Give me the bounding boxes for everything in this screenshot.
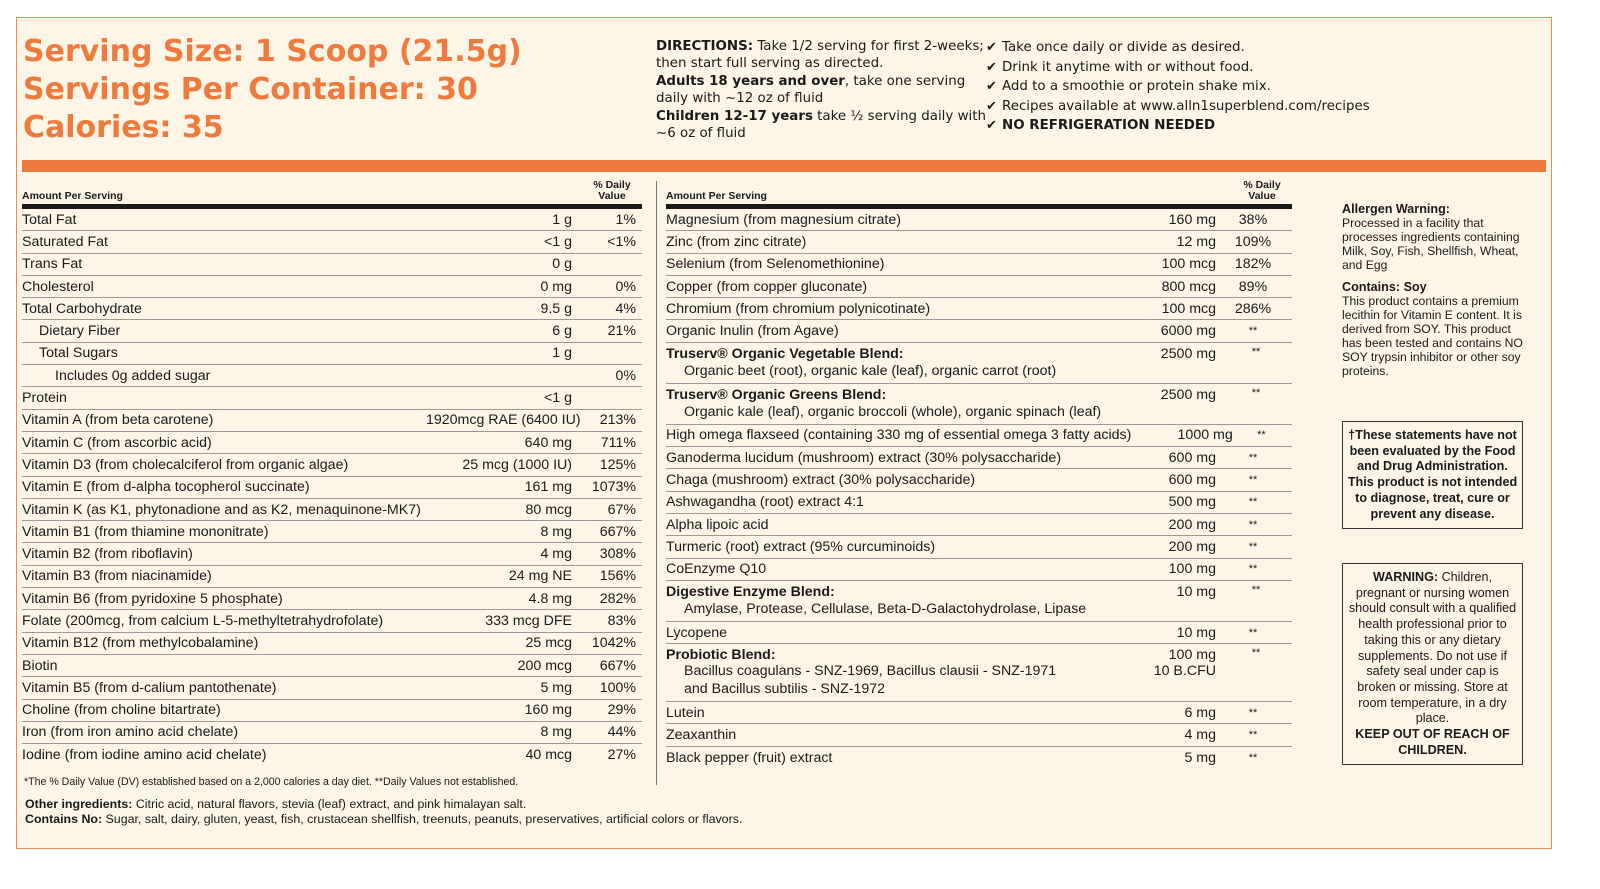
nutrient-name: Vitamin A (from beta carotene)	[22, 412, 214, 429]
table-row	[22, 633, 642, 655]
table-row	[666, 702, 1292, 724]
nutrient-dv: 667%	[599, 523, 636, 540]
table-row	[666, 298, 1292, 320]
checkmark-icon: ✔	[986, 79, 997, 95]
nutrient-name: Biotin	[22, 657, 58, 674]
nutrient-dv: 38%	[1238, 211, 1268, 228]
checklist-item: ✔ Drink it anytime with or without food.	[986, 58, 1406, 78]
divider-bar	[22, 160, 1546, 172]
nutrient-dv: 83%	[607, 612, 636, 629]
checklist-item: ✔ Recipes available at www.alln1superblend.com/recipes	[986, 97, 1406, 117]
checklist-item: ✔ NO REFRIGERATION NEEDED	[986, 116, 1406, 136]
nutrient-name: Ganoderma lucidum (mushroom) extract (30% polysaccharide)	[666, 449, 1062, 466]
nutrient-name: Total Fat	[22, 211, 77, 228]
nutrient-name: Folate (200mcg, from calcium L-5-methyltetrahydrofolate)	[22, 612, 384, 629]
nutrient-amount: 6 mg	[1184, 704, 1216, 721]
nutrient-name: Copper (from copper gluconate)	[666, 278, 868, 295]
nutrient-name: CoEnzyme Q10	[666, 561, 767, 578]
nutrient-dv: 44%	[607, 724, 636, 741]
blend-dv: **	[1251, 647, 1261, 660]
blend-ingredients: Organic kale (leaf), organic broccoli (whole), organic spinach (leaf)	[684, 403, 1102, 420]
nutrient-amount: 1920mcg RAE (6400 IU)	[426, 412, 581, 429]
nutrient-name: Selenium (from Selenomethionine)	[666, 256, 885, 273]
nutrient-amount: 161 mg	[524, 479, 572, 496]
nutrient-dv: **	[1248, 451, 1258, 464]
blend-ingredients: Organic beet (root), organic kale (leaf), organic carrot (root)	[684, 362, 1057, 379]
nutrient-amount: 9.5 g	[540, 300, 572, 317]
nutrient-amount: 5 mg	[1184, 749, 1216, 766]
table-row	[22, 231, 642, 253]
serving-size: Serving Size: 1 Scoop (21.5g)	[23, 34, 522, 69]
nutrient-name: Zeaxanthin	[666, 727, 737, 744]
amount-header: Amount Per Serving	[666, 190, 767, 202]
nutrient-dv: 156%	[599, 568, 636, 585]
nutrient-name: Choline (from choline bitartrate)	[22, 702, 221, 719]
nutrient-amount: 100 mg	[1168, 561, 1216, 578]
blend-amount-cfu: 10 B.CFU	[1153, 663, 1216, 680]
table-row	[22, 477, 642, 499]
blend-name: Probiotic Blend:	[666, 647, 776, 664]
table-row	[666, 622, 1292, 644]
table-row	[22, 521, 642, 543]
warning-label: WARNING:	[1373, 570, 1439, 584]
nutrient-amount: 10 mg	[1176, 624, 1216, 641]
probiotic-blend	[666, 644, 1292, 702]
children-text: take ½ serving daily with ~6 oz of fluid	[656, 108, 986, 142]
nutrient-amount: 333 mcg DFE	[485, 612, 572, 629]
dv-footnote: *The % Daily Value (DV) established based on a 2,000 calories a day diet. **Daily Values not established.	[24, 776, 519, 788]
nutrient-name: Vitamin B3 (from niacinamide)	[22, 568, 212, 585]
table-row	[22, 655, 642, 677]
blend-name: Truserv® Organic Greens Blend:	[666, 386, 887, 403]
nutrient-name: Iron (from iron amino acid chelate)	[22, 724, 239, 741]
nutrient-dv: **	[1248, 729, 1258, 742]
nutrient-dv: 0%	[615, 278, 636, 295]
table-header	[22, 181, 642, 209]
allergen-sidebar	[1342, 202, 1524, 386]
nutrient-dv: <1%	[607, 233, 636, 250]
directions-text: Take 1/2 serving for first 2-weeks; then start full serving as directed.	[656, 39, 984, 72]
table-row	[666, 320, 1292, 342]
nutrient-amount: 1 g	[552, 211, 572, 228]
nutrient-dv: **	[1248, 626, 1258, 639]
table-row	[666, 559, 1292, 581]
table-row	[666, 747, 1292, 769]
nutrient-name: Total Sugars	[39, 345, 118, 362]
table-row	[22, 700, 642, 722]
table-row	[22, 543, 642, 565]
nutrient-name: Protein	[22, 390, 67, 407]
warning-text: Children, pregnant or nursing women should consult with a qualified health professional prior to taking this or any dietary supplements. Do not use if safety seal under cap is broken or missing. Store at room temperature, in a dry place.	[1348, 570, 1517, 726]
nutrient-name: Black pepper (fruit) extract	[666, 749, 833, 766]
blend-dv: **	[1251, 345, 1261, 358]
amount-header: Amount Per Serving	[22, 190, 123, 202]
nutrient-amount: 800 mcg	[1161, 278, 1216, 295]
nutrient-amount: 100 mcg	[1161, 300, 1216, 317]
vegetable-blend	[666, 343, 1292, 384]
nutrient-amount: 24 mg NE	[508, 568, 572, 585]
calories: Calories: 35	[23, 110, 224, 145]
nutrient-name: Includes 0g added sugar	[55, 367, 211, 384]
table-row	[22, 499, 642, 521]
table-row	[22, 410, 642, 432]
enzyme-blend	[666, 581, 1292, 622]
nutrient-amount: 200 mg	[1168, 516, 1216, 533]
blend-name: Digestive Enzyme Blend:	[666, 583, 835, 600]
table-row	[666, 514, 1292, 536]
table-row	[22, 365, 642, 387]
nutrient-amount: <1 g	[543, 233, 572, 250]
table-row	[666, 425, 1292, 447]
nutrient-name: Chaga (mushroom) extract (30% polysaccharide)	[666, 472, 976, 489]
table-row	[666, 447, 1292, 469]
nutrient-amount: 160 mg	[1168, 211, 1216, 228]
table-row	[22, 276, 642, 298]
nutrient-name: Vitamin K (as K1, phytonadione and as K2, menaquinone-MK7)	[22, 501, 421, 518]
blend-amount: 2500 mg	[1160, 345, 1216, 362]
nutrient-amount: 1000 mg	[1177, 427, 1233, 444]
nutrient-dv: 711%	[600, 434, 636, 451]
table-row	[666, 469, 1292, 491]
adults-text: , take one serving daily with ~12 oz of fluid	[656, 73, 966, 107]
nutrient-dv: 667%	[599, 657, 636, 674]
blend-dv: **	[1251, 583, 1261, 596]
nutrient-amount: 600 mg	[1168, 449, 1216, 466]
servings-per-container: Servings Per Container: 30	[23, 72, 478, 107]
checkmark-icon: ✔	[986, 40, 997, 55]
nutrient-amount: 500 mg	[1168, 494, 1216, 511]
blend-amount	[1080, 647, 1220, 679]
nutrient-dv: 282%	[599, 590, 636, 607]
nutrient-dv: **	[1248, 474, 1258, 487]
nutrient-amount: <1 g	[543, 390, 572, 407]
nutrient-amount: 600 mg	[1168, 472, 1216, 489]
nutrient-dv: 27%	[607, 747, 636, 764]
contains-no-label: Contains No:	[25, 811, 103, 826]
other-ingredients-text: Citric acid, natural flavors, stevia (leaf) extract, and pink himalayan salt.	[132, 797, 527, 811]
nutrient-dv: 0%	[615, 367, 636, 384]
allergen-text: Processed in a facility that processes ingredients containing Milk, Soy, Fish, Shellfish, Wheat, and Egg	[1342, 216, 1520, 272]
nutrient-dv: **	[1248, 496, 1258, 509]
table-row	[22, 610, 642, 632]
nutrient-dv: **	[1248, 563, 1258, 576]
greens-blend	[666, 384, 1292, 425]
nutrient-amount: 8 mg	[540, 523, 572, 540]
nutrient-name: Vitamin B12 (from methylcobalamine)	[22, 635, 259, 652]
keep-out-text: KEEP OUT OF REACH OF CHILDREN.	[1355, 727, 1510, 757]
contains-no-text: Sugar, salt, dairy, gluten, yeast, fish, crustacean shellfish, treenuts, peanuts, preservatives, artificial colors or flavors.	[102, 811, 743, 826]
nutrient-dv: 286%	[1234, 300, 1272, 317]
nutrient-dv: 1073%	[591, 479, 636, 496]
nutrient-name: Ashwagandha (root) extract 4:1	[666, 494, 864, 511]
dv-header: % Daily Value	[1243, 179, 1281, 202]
nutrient-amount: 40 mcg	[525, 747, 572, 764]
soy-title: Contains: Soy	[1342, 280, 1427, 294]
nutrient-name: Lutein	[666, 704, 705, 721]
nutrient-name: Vitamin C (from ascorbic acid)	[22, 434, 212, 451]
nutrient-name: Dietary Fiber	[39, 323, 121, 340]
nutrient-amount: 80 mcg	[525, 501, 572, 518]
nutrient-name: Iodine (from iodine amino acid chelate)	[22, 747, 267, 764]
nutrient-amount: 25 mcg	[525, 635, 572, 652]
nutrient-name: Vitamin B6 (from pyridoxine 5 phosphate)	[22, 590, 283, 607]
table-row	[666, 536, 1292, 558]
nutrient-name: Chromium (from chromium polynicotinate)	[666, 300, 931, 317]
table-row	[666, 254, 1292, 276]
checkmark-icon: ✔	[986, 59, 997, 75]
nutrient-amount: 25 mcg (1000 IU)	[462, 456, 572, 473]
table-row	[666, 276, 1292, 298]
children-label: Children 12-17 years	[656, 108, 813, 124]
nutrient-dv: 21%	[607, 323, 636, 340]
nutrient-dv: 1%	[615, 211, 636, 228]
nutrient-amount: 4 mg	[1184, 727, 1216, 744]
table-row	[666, 209, 1292, 231]
nutrient-dv: 213%	[599, 412, 636, 429]
nutrient-name: Vitamin B2 (from riboflavin)	[22, 546, 193, 563]
table-row	[666, 492, 1292, 514]
table-row	[22, 387, 642, 409]
checklist-item: ✔ Take once daily or divide as desired.	[986, 38, 1406, 58]
blend-ingredients: Amylase, Protease, Cellulase, Beta-D-Galactohydrolase, Lipase	[684, 600, 1087, 617]
allergen-title: Allergen Warning:	[1342, 202, 1450, 216]
nutrient-dv: 29%	[607, 702, 636, 719]
table-row	[22, 298, 642, 320]
table-row	[666, 231, 1292, 253]
nutrient-amount: 6 g	[552, 323, 572, 340]
nutrient-name: Total Carbohydrate	[22, 300, 142, 317]
nutrient-name: High omega flaxseed (containing 330 mg of essential omega 3 fatty acids)	[666, 427, 1132, 444]
nutrient-name: Trans Fat	[22, 256, 83, 273]
nutrient-dv: 182%	[1234, 256, 1272, 273]
nutrient-dv: **	[1248, 518, 1258, 531]
checklist-item: ✔ Add to a smoothie or protein shake mix.	[986, 77, 1406, 97]
table-row	[22, 254, 642, 276]
table-row	[22, 566, 642, 588]
nutrient-amount: 200 mcg	[517, 657, 572, 674]
directions	[656, 38, 986, 142]
table-row	[22, 677, 642, 699]
blend-amount-mg: 100 mg	[1168, 647, 1216, 664]
headline	[23, 33, 522, 147]
nutrient-dv: **	[1248, 706, 1258, 719]
table-row	[666, 724, 1292, 746]
nutrient-amount: 8 mg	[540, 724, 572, 741]
nutrient-name: Cholesterol	[22, 278, 94, 295]
nutrient-amount: 640 mg	[524, 434, 572, 451]
table-row	[22, 343, 642, 365]
nutrition-table-left	[22, 181, 642, 766]
nutrient-name: Saturated Fat	[22, 233, 108, 250]
nutrient-amount: 4.8 mg	[528, 590, 572, 607]
blend-amount: 2500 mg	[1160, 386, 1216, 403]
nutrient-name: Vitamin B1 (from thiamine mononitrate)	[22, 523, 269, 540]
blend-dv: **	[1251, 386, 1261, 399]
nutrient-dv: **	[1248, 540, 1258, 553]
nutrient-name: Turmeric (root) extract (95% curcuminoids)	[666, 538, 936, 555]
table-row	[22, 722, 642, 744]
nutrition-table-right	[666, 181, 1292, 769]
fda-disclaimer-box: †These statements have not been evaluated by the Food and Drug Administration. This product is not intended to diagnose, treat, cure or prevent any disease.	[1342, 421, 1523, 529]
nutrient-amount: 1 g	[552, 345, 572, 362]
nutrient-dv: 67%	[607, 501, 636, 518]
nutrient-name: Vitamin B5 (from d-calium pantothenate)	[22, 679, 277, 696]
table-header	[666, 181, 1292, 209]
table-row	[22, 209, 642, 231]
table-row	[22, 454, 642, 476]
nutrient-amount: 0 mg	[540, 278, 572, 295]
table-row	[22, 588, 642, 610]
dv-header: % Daily Value	[593, 179, 631, 202]
nutrient-name: Zinc (from zinc citrate)	[666, 233, 807, 250]
table-row	[22, 432, 642, 454]
nutrient-dv: **	[1257, 429, 1266, 442]
nutrient-amount: 0 g	[552, 256, 572, 273]
nutrient-amount: 4 mg	[540, 546, 572, 563]
nutrient-amount: 160 mg	[524, 702, 572, 719]
nutrient-name: Organic Inulin (from Agave)	[666, 323, 839, 340]
blend-ingredients: and Bacillus subtilis - SNZ-1972	[684, 681, 886, 698]
table-row	[22, 320, 642, 342]
blend-ingredients: Bacillus coagulans - SNZ-1969, Bacillus clausii - SNZ-1971	[684, 663, 1057, 680]
blend-name: Truserv® Organic Vegetable Blend:	[666, 345, 904, 362]
nutrient-dv: 1042%	[591, 635, 636, 652]
nutrient-dv: 125%	[599, 456, 636, 473]
nutrient-amount: 6000 mg	[1160, 323, 1216, 340]
nutrient-dv: 109%	[1234, 233, 1272, 250]
nutrient-dv: **	[1248, 325, 1258, 338]
nutrient-amount: 5 mg	[540, 679, 572, 696]
nutrient-amount: 100 mcg	[1161, 256, 1216, 273]
nutrient-name: Vitamin D3 (from cholecalciferol from organic algae)	[22, 456, 349, 473]
nutrient-dv: **	[1248, 751, 1258, 764]
checkmark-icon: ✔	[986, 118, 997, 134]
table-row	[22, 744, 642, 766]
nutrient-name: Vitamin E (from d-alpha tocopherol succinate)	[22, 479, 310, 496]
directions-label: DIRECTIONS:	[656, 39, 754, 54]
blend-amount: 10 mg	[1176, 583, 1216, 600]
nutrient-dv: 100%	[599, 679, 636, 696]
adults-label: Adults 18 years and over	[656, 73, 845, 89]
nutrient-name: Magnesium (from magnesium citrate)	[666, 211, 901, 228]
feature-checklist	[986, 38, 1406, 136]
soy-text: This product contains a premium lecithin for Vitamin E content. It is derived from SOY. This product has been tested and contains NO SOY trypsin inhibitor or other soy proteins.	[1342, 294, 1523, 378]
column-divider	[656, 181, 657, 785]
nutrient-name: Alpha lipoic acid	[666, 516, 769, 533]
nutrient-dv: 89%	[1238, 278, 1268, 295]
checkmark-icon: ✔	[986, 98, 997, 114]
nutrient-dv: 4%	[615, 300, 636, 317]
nutrient-amount: 200 mg	[1168, 538, 1216, 555]
nutrient-amount: 12 mg	[1176, 233, 1216, 250]
other-ingredients-label: Other ingredients:	[25, 797, 133, 811]
other-ingredients	[25, 797, 742, 826]
nutrient-name: Lycopene	[666, 624, 728, 641]
nutrient-dv: 308%	[599, 546, 636, 563]
warning-box	[1342, 563, 1523, 765]
